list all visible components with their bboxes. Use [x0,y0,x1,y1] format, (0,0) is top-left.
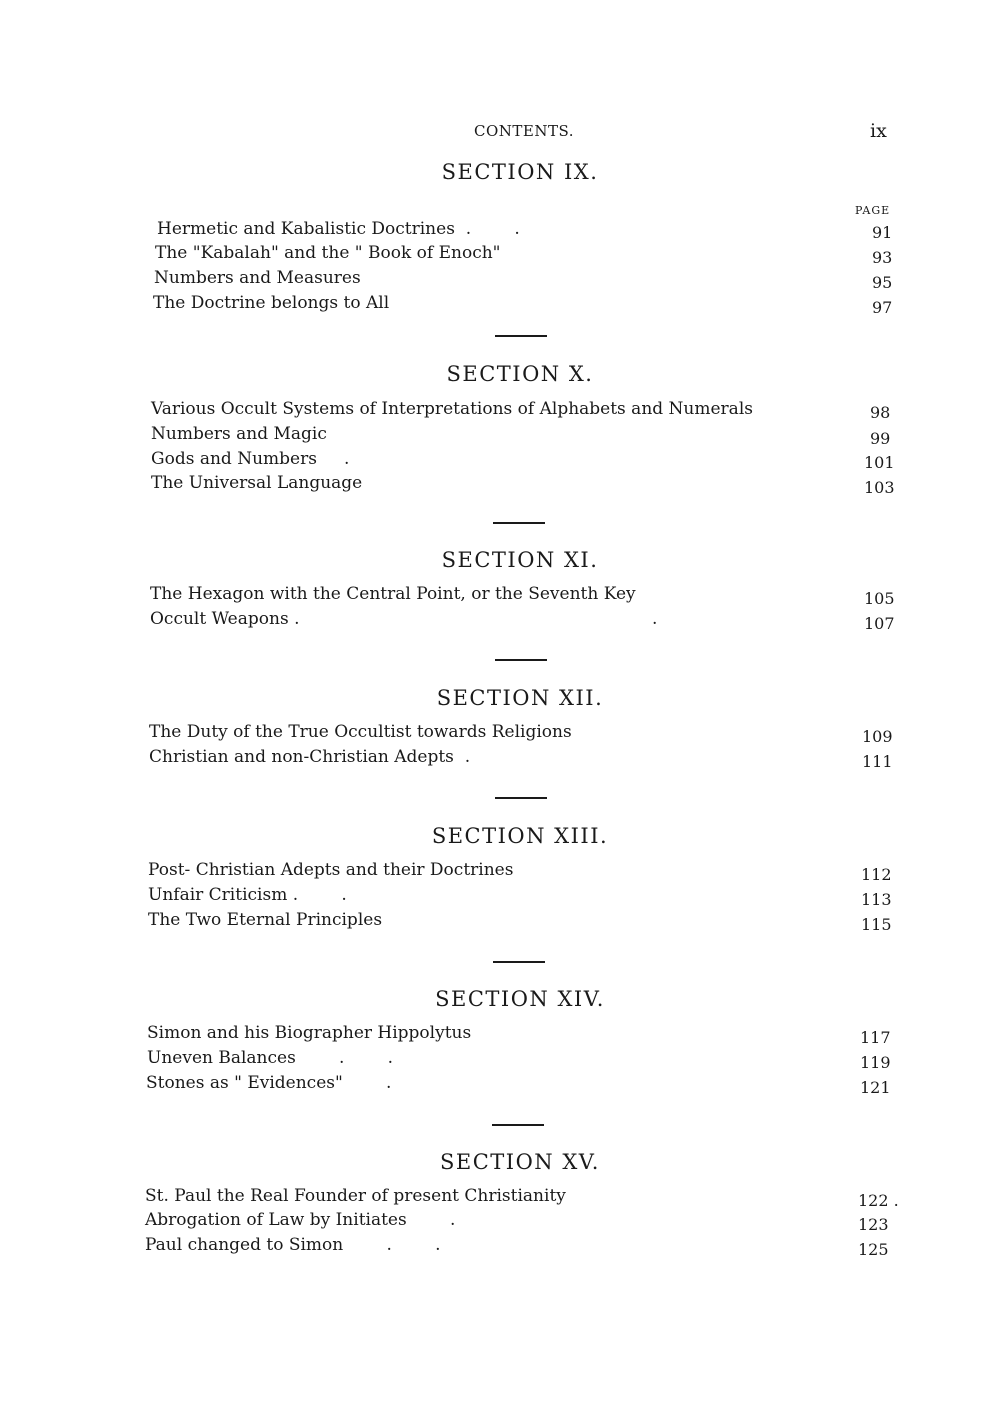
toc-entry-page: 121 [860,1078,891,1097]
toc-entry-page: 117 [860,1028,891,1047]
toc-entry-page: 111 [862,752,893,771]
toc-entry-title: The Doctrine belongs to All [153,293,390,313]
section-title: SECTION IX. [441,160,599,184]
toc-entry-title: The Universal Language [151,473,363,493]
toc-entry-title: Gods and Numbers . [151,449,350,469]
running-head [0,122,1000,146]
section-title: SECTION XIV. [435,987,605,1011]
section-divider [495,335,547,337]
toc-entry-title: Various Occult Systems of Interpretations of Alphabets and Numerals [151,399,753,419]
toc-entry [0,885,1000,909]
toc-entry [0,1048,1000,1072]
toc-entry-page: 119 [860,1053,891,1072]
toc-entry-page: 105 [864,589,895,608]
toc-entry-title: Stones as " Evidences" . [146,1073,392,1093]
section-title: SECTION XIII. [431,824,609,848]
toc-entry-title: Simon and his Biographer Hippolytus [147,1023,472,1043]
toc-entry [0,399,1000,423]
section-divider [495,659,547,661]
section-divider [493,961,545,963]
section-title: SECTION XII. [436,686,604,710]
toc-entry [0,268,1000,292]
toc-entry [0,473,1000,497]
toc-entry-page: 93 [872,248,893,267]
toc-entry-page: 103 [864,478,895,497]
toc-entry-title: Hermetic and Kabalistic Doctrines . . [157,219,520,239]
section-title: SECTION XI. [441,548,599,572]
toc-entry-title: The Hexagon with the Central Point, or the Seventh Key [150,584,636,604]
toc-entry [0,219,1000,243]
toc-entry-page: 109 [862,727,893,746]
toc-entry-title: Uneven Balances . . [147,1048,394,1068]
toc-entry [0,1235,1000,1259]
toc-entry-title: Post- Christian Adepts and their Doctrines [148,860,514,880]
folio-page-number: ix [870,120,887,142]
toc-entry-title: Occult Weapons . [150,609,300,629]
toc-entry-title: The Two Eternal Principles [148,910,383,930]
toc-entry-page: 113 [861,890,892,909]
toc-entry [0,584,1000,608]
toc-entry [0,860,1000,884]
toc-entry-page: 98 [870,403,891,422]
toc-entry-page: 101 [864,453,895,472]
toc-entry-title: Unfair Criticism . . [148,885,347,905]
toc-entry-title: Christian and non-Christian Adepts . [149,747,471,767]
leader-dot: . [652,609,658,629]
toc-entry [0,1023,1000,1047]
page-column-label: PAGE [855,204,891,217]
toc-entry-title: The Duty of the True Occultist towards Religions [149,722,572,742]
section-divider [492,1124,544,1126]
toc-entry-title: St. Paul the Real Founder of present Christianity [145,1186,566,1206]
section-title: SECTION X. [446,362,594,386]
toc-entry-page: 99 [870,429,891,448]
toc-entry-title: Numbers and Magic [151,424,327,444]
section-divider [493,522,545,524]
toc-entry-page: 122 . [858,1191,899,1210]
toc-entry [0,722,1000,746]
toc-entry [0,747,1000,771]
toc-entry [0,609,1000,633]
section-divider [495,797,547,799]
toc-entry-page: 91 [872,223,893,242]
toc-entry [0,424,1000,448]
toc-entry-title: Numbers and Measures [154,268,361,288]
running-title: CONTENTS. [474,122,574,140]
toc-entry-page: 123 [858,1215,889,1234]
toc-entry [0,449,1000,473]
toc-entry [0,1210,1000,1234]
toc-entry-title: Abrogation of Law by Initiates . [145,1210,456,1230]
toc-entry-page: 112 [861,865,892,884]
toc-entry [0,910,1000,934]
toc-entry-title: Paul changed to Simon . . [145,1235,441,1255]
toc-entry [0,293,1000,317]
toc-entry [0,1073,1000,1097]
toc-entry [0,1186,1000,1210]
toc-entry-page: 97 [872,298,893,317]
toc-entry [0,243,1000,267]
toc-entry-page: 107 [864,614,895,633]
toc-entry-page: 125 [858,1240,889,1259]
toc-entry-page: 95 [872,273,893,292]
section-title: SECTION XV. [440,1150,600,1174]
toc-entry-page: 115 [861,915,892,934]
toc-entry-title: The "Kabalah" and the " Book of Enoch" [155,243,501,263]
